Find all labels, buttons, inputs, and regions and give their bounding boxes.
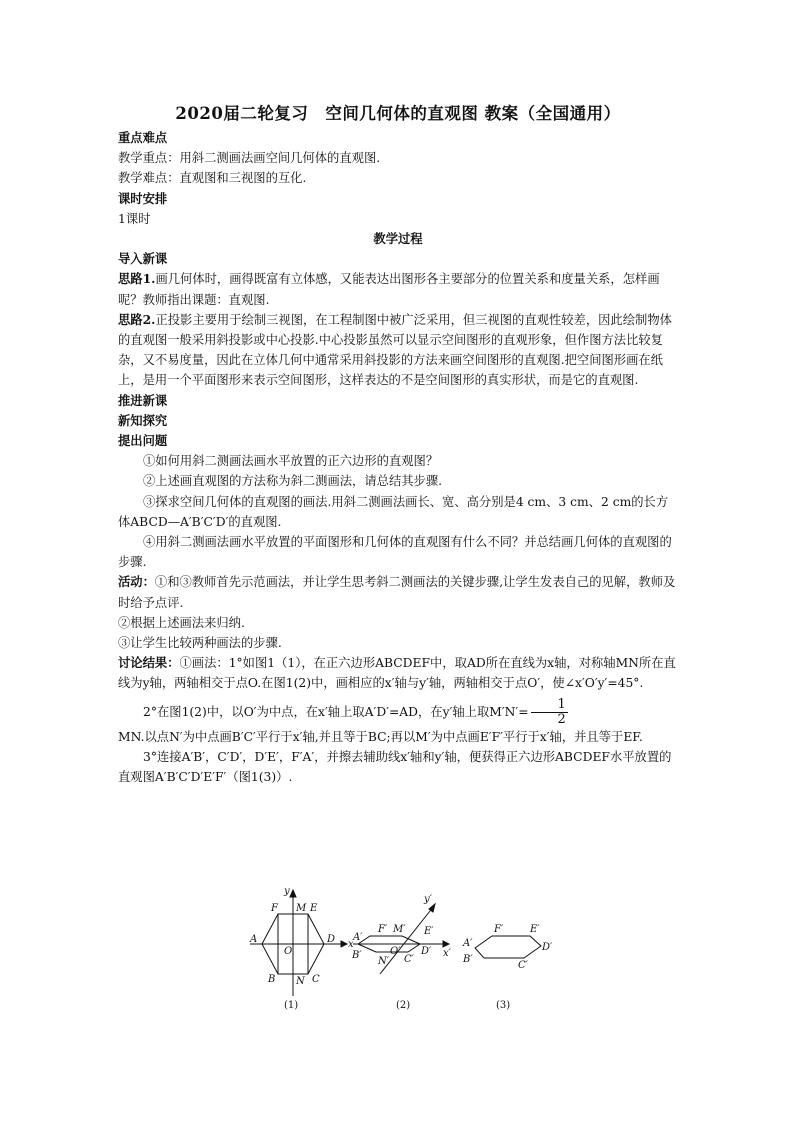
document-title: 2020届二轮复习 空间几何体的直观图 教案（全国通用）	[175, 104, 621, 123]
fig3-label-f: F′	[494, 924, 504, 935]
fig2-label-n: N′	[378, 956, 390, 967]
fig1-label-x: x	[348, 939, 354, 950]
fraction-numerator: 1	[531, 698, 568, 713]
question-1: ①如何用斜二测画法画水平放置的正六边形的直观图？	[143, 454, 439, 469]
activity-paragraph	[118, 572, 678, 612]
fig2-label-b: B′	[352, 950, 362, 961]
fig1-label-m: M	[296, 903, 307, 914]
key-points-heading: 重点难点	[118, 130, 168, 145]
fraction-denominator: 2	[557, 711, 566, 727]
idea2-text: 正投影主要用于绘制三视图，在工程制图中被广泛采用，但三视图的直观性较差，因此绘制物体的直观图一般采用斜投影或中心投影.中心投影虽然可以显示空间图形的直观形象，但作图方法比较复杂，又不易度量，因此在立体几何中通常采用斜投影的方法来画空间图形的直观图.把空间图形画在纸上，是用一个平面图形来表示空间图形，这样表达的不是空间图形的真实形状，而是它的直观图.	[118, 312, 672, 388]
question-heading: 提出问题	[118, 433, 168, 449]
result-label: 讨论结果：	[118, 655, 180, 671]
schedule-value: 1课时	[118, 211, 151, 226]
fig1-caption: (1)	[284, 1000, 299, 1011]
process-heading: 教学过程	[373, 231, 423, 247]
figure-3-labels	[462, 924, 553, 1011]
fig3-caption: (3)	[496, 1000, 511, 1011]
idea2-label: 思路2.	[118, 311, 156, 327]
fig2-label-m: M′	[393, 924, 406, 935]
result-2a-text: 2°在图1(2)中，以O′为中点，在x′轴上取A′D′=AD，在y′轴上取M′N′=	[143, 704, 529, 719]
fig3-label-a: A′	[463, 938, 473, 949]
fig3-label-b: B′	[463, 954, 473, 965]
fig1-x-arrow	[341, 941, 347, 947]
fig3-label-d: D′	[542, 942, 553, 953]
fraction-one-half	[531, 698, 568, 727]
advance-heading: 推进新课	[118, 392, 168, 408]
explore-heading: 新知探究	[118, 412, 168, 428]
teaching-focus: 教学重点：用斜二测画法画空间几何体的直观图.	[118, 151, 381, 166]
fig2-caption: (2)	[396, 1000, 411, 1011]
fig2-label-y: y′	[424, 894, 432, 905]
idea1-paragraph	[118, 269, 678, 309]
fig2-label-d: D′	[421, 946, 432, 957]
idea1-label: 思路1.	[118, 271, 156, 287]
result-paragraph-2	[118, 698, 678, 727]
fig1-label-y: y	[284, 886, 290, 897]
figure-2-construction	[353, 904, 449, 974]
fig1-label-e: E	[310, 903, 318, 914]
idea1-text: 画几何体时，画得既富有立体感，又能表达出图形各主要部分的位置关系和度量关系，怎样画呢？教师指出课题：直观图.	[118, 272, 660, 307]
question-3: ③探求空间几何体的直观图的画法.用斜二测画法画长、宽、高分别是4 cm、3 cm、2 cm的长方体ABCD—A′B′C′D′的直观图.	[118, 494, 669, 529]
fig2-label-x: x′	[443, 948, 451, 959]
intro-heading: 导入新课	[118, 251, 168, 267]
fig1-label-b: B	[268, 974, 276, 985]
idea2-paragraph	[118, 310, 678, 391]
fig2-label-a: A′	[353, 932, 363, 943]
result-1-text: ①画法：1°如图1（1），在正六边形ABCDEF中，取AD所在直线为x轴，对称轴MN所在直线为y轴，两轴相交于点O.在图1(2)中，画相应的x′轴与y′轴，两轴相交于点O′，使∠x′O′y′=45°.	[118, 656, 676, 691]
fig3-label-e: E′	[530, 924, 540, 935]
fig1-label-o: O	[284, 946, 293, 957]
document-page	[118, 100, 678, 787]
figure-1	[238, 884, 568, 1012]
figure-svg	[238, 884, 568, 1012]
teaching-difficulty: 教学难点：直观图和三视图的互化.	[118, 171, 307, 186]
fig1-label-d: D	[327, 934, 336, 945]
fig1-label-c: C	[312, 974, 320, 985]
fig2-label-c: C′	[404, 954, 414, 965]
activity-2: ②根据上述画法来归纳.	[118, 615, 245, 630]
question-2: ②上述画直观图的方法称为斜二测画法，请总结其步骤.	[143, 474, 443, 489]
fig1-label-f: F	[271, 903, 278, 914]
result-paragraph-1	[118, 653, 678, 693]
fig1-label-a: A	[250, 934, 258, 945]
result-2b-text: MN.以点N′为中点画B′C′平行于x′轴,并且等于BC;再以M′为中点画E′F′平行于x′轴，并且等于EF.	[118, 729, 643, 744]
fig2-label-f: F′	[378, 924, 388, 935]
fig3-hexagon-shape	[475, 936, 541, 958]
result-paragraph-3: 3°连接A′B′，C′D′，D′E′，F′A′，并擦去辅助线x′轴和y′轴，便获得正六边形ABCDEF水平放置的直观图A′B′C′D′E′F′（图1(3)）.	[118, 749, 672, 785]
schedule-heading: 课时安排	[118, 190, 168, 206]
fig1-label-n: N	[296, 976, 305, 987]
fig2-x-arrow	[443, 941, 449, 947]
fig3-label-c: C′	[518, 960, 528, 971]
fig2-label-e: E′	[424, 926, 434, 937]
fig1-y-arrow	[290, 890, 296, 897]
fig2-label-o: O′	[390, 946, 401, 957]
activity-label: 活动：	[118, 574, 155, 590]
figure-3-result	[475, 936, 541, 958]
question-4: ④用斜二测画法画水平放置的平面图形和几何体的直观图有什么不同？并总结画几何体的直观图的步骤.	[118, 535, 672, 570]
activity-3: ③让学生比较两种画法的步骤.	[118, 636, 282, 651]
activity-text: ①和③教师首先示范画法，并让学生思考斜二测画法的关键步骤,让学生发表自己的见解，教师及时给予点评.	[118, 575, 676, 610]
